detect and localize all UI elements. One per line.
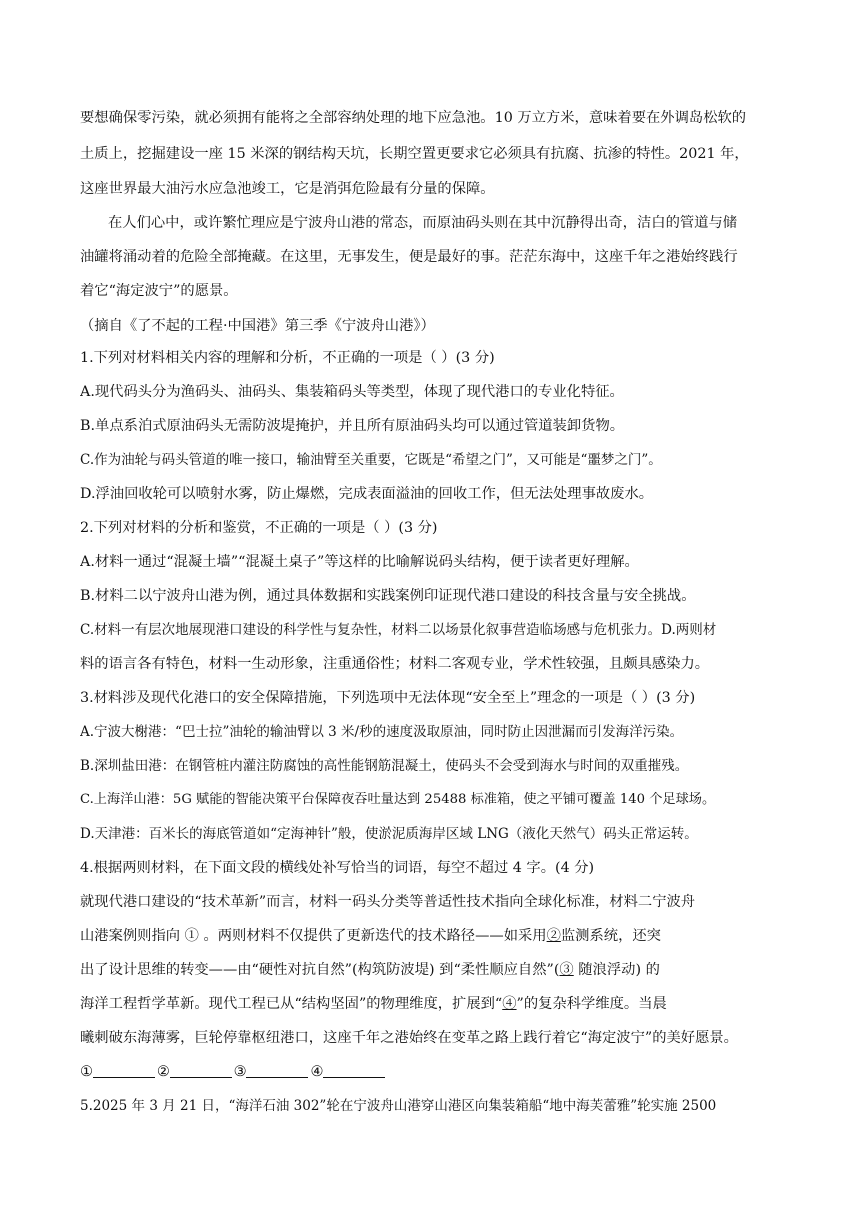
- passage-line: 在人们心中，或许繁忙理应是宁波舟山港的常态，而原油码头则在其中沉静得出奇，洁白的管道与储: [108, 215, 738, 231]
- question-2-option-a: A.材料一通过“混凝土墙”“混凝土桌子”等这样的比喻解说码头结构，便于读者更好理解。: [80, 554, 639, 570]
- answer-blanks-row: [80, 1062, 782, 1082]
- text-segment: 出了设计思维的转变——由“硬性对抗自然”(构筑防波堤) 到“柔性顺应自然”(: [80, 962, 560, 978]
- question-3-option-d: D.天津港：百米长的海底管道如“定海神针”般，使淤泥质海岸区域 LNG（液化天然气）码头正常运转。: [80, 826, 698, 842]
- question-3-stem: 3.材料涉及现代化港口的安全保障措施，下列选项中无法体现“安全至上”理念的一项是（ ）(3 分): [80, 690, 696, 706]
- question-1-option-a: A.现代码头分为渔码头、油码头、集装箱码头等类型，体现了现代港口的专业化特征。: [80, 384, 624, 400]
- blank-marker-2: ②: [546, 928, 561, 944]
- answer-blank-1[interactable]: [93, 1063, 155, 1078]
- question-1-option-c: C.作为油轮与码头管道的唯一接口，输油臂至关重要，它既是“希望之门”，又可能是“噩梦之门”。: [80, 452, 662, 468]
- passage-line: 土质上，挖掘建设一座 15 米深的钢结构天坑，长期空置更要求它必须具有抗腐、抗渗的特性。2021 年，: [80, 146, 749, 162]
- question-4-text-line: 曦刺破东海薄雾，巨轮停靠枢纽港口，这座千年之港始终在变革之路上践行着它“海定波宁”的美好愿景。: [80, 1030, 738, 1046]
- question-4-stem: 4.根据两则材料，在下面文段的横线处补写恰当的词语，每空不超过 4 字。(4 分): [80, 860, 595, 876]
- question-3-option-c: C.上海洋山港：5G 赋能的智能决策平台保障夜吞吐量达到 25488 标准箱，使之平铺可覆盖 140 个足球场。: [80, 792, 716, 807]
- source-citation: （摘自《了不起的工程·中国港》第三季《宁波舟山港》）: [80, 318, 435, 334]
- answer-label-2: ②: [156, 1064, 170, 1080]
- passage-line: 油罐将涌动着的危险全部掩藏。在这里，无事发生，便是最好的事。茫茫东海中，这座千年之港始终践行: [80, 249, 738, 265]
- blank-marker-1: ①: [184, 928, 199, 944]
- answer-blank-3[interactable]: [246, 1063, 308, 1078]
- text-segment: 山港案例则指向: [80, 928, 185, 944]
- passage-line: 这座世界最大油污水应急池竣工，它是消弭危险最有分量的保障。: [80, 181, 495, 197]
- answer-blank-4[interactable]: [323, 1063, 385, 1078]
- text-segment: 随浪浮动) 的: [573, 962, 660, 978]
- text-segment: 海洋工程哲学革新。现代工程已从“结构坚固”的物理维度，扩展到“: [80, 996, 503, 1012]
- answer-label-1: ①: [80, 1064, 93, 1080]
- question-1-stem: 1.下列对材料相关内容的理解和分析，不正确的一项是（ ）(3 分): [80, 350, 495, 366]
- answer-label-4: ④: [310, 1064, 324, 1080]
- blank-marker-4: ④: [502, 996, 517, 1012]
- question-2-stem: 2.下列对材料的分析和鉴赏，不正确的一项是（ ）(3 分): [80, 520, 438, 536]
- question-3-option-b: B.深圳盐田港：在钢管桩内灌注防腐蚀的高性能钢筋混凝土，使码头不会受到海水与时间的双重摧残。: [80, 758, 689, 774]
- question-3-option-a: A.宁波大榭港：“巴士拉”油轮的输油臂以 3 米/秒的速度汲取原油，同时防止因泄漏而引发海洋污染。: [80, 724, 684, 740]
- question-4-text-line: [80, 960, 782, 980]
- question-4-text-line: 就现代港口建设的“技术革新”而言，材料一码头分类等普适性技术指向全球化标准，材料二宁波舟: [80, 894, 696, 910]
- question-4-text-line: [80, 926, 782, 946]
- question-4-text-line: [80, 994, 782, 1014]
- question-2-option-c-cont: 料的语言各有特色，材料一生动形象，注重通俗性；材料二客观专业，学术性较强，且颇具感染力。: [80, 656, 710, 672]
- question-5-stem: 5.2025 年 3 月 21 日，“海洋石油 302”轮在宁波舟山港穿山港区向集装箱船“地中海芙蕾雅”轮实施 2500: [80, 1098, 717, 1114]
- text-segment: ”的复杂科学维度。当晨: [516, 996, 667, 1012]
- question-2-option-c: C.材料一有层次地展现港口建设的科学性与复杂性，材料二以场景化叙事营造临场感与危机张力。D.两则材: [80, 622, 717, 638]
- question-2-option-b: B.材料二以宁波舟山港为例，通过具体数据和实践案例印证现代港口建设的科技含量与安全挑战。: [80, 588, 696, 604]
- question-1-option-b: B.单点系泊式原油码头无需防波堤掩护，并且所有原油码头均可以通过管道装卸货物。: [80, 418, 625, 434]
- answer-blank-2[interactable]: [170, 1063, 232, 1078]
- question-1-option-d: D.浮油回收轮可以喷射水雾，防止爆燃，完成表面溢油的回收工作，但无法处理事故废水。: [80, 486, 654, 502]
- text-segment: 监测系统，还突: [560, 928, 661, 944]
- passage-line: 要想确保零污染，就必须拥有能将之全部容纳处理的地下应急池。10 万立方米，意味着要在外调岛松软的: [80, 110, 747, 126]
- blank-marker-3: ③: [559, 962, 574, 978]
- text-segment: 。两则材料不仅提供了更新迭代的技术路径——如采用: [198, 928, 547, 944]
- answer-label-3: ③: [233, 1064, 247, 1080]
- passage-line: 着它“海定波宁”的愿景。: [80, 283, 238, 299]
